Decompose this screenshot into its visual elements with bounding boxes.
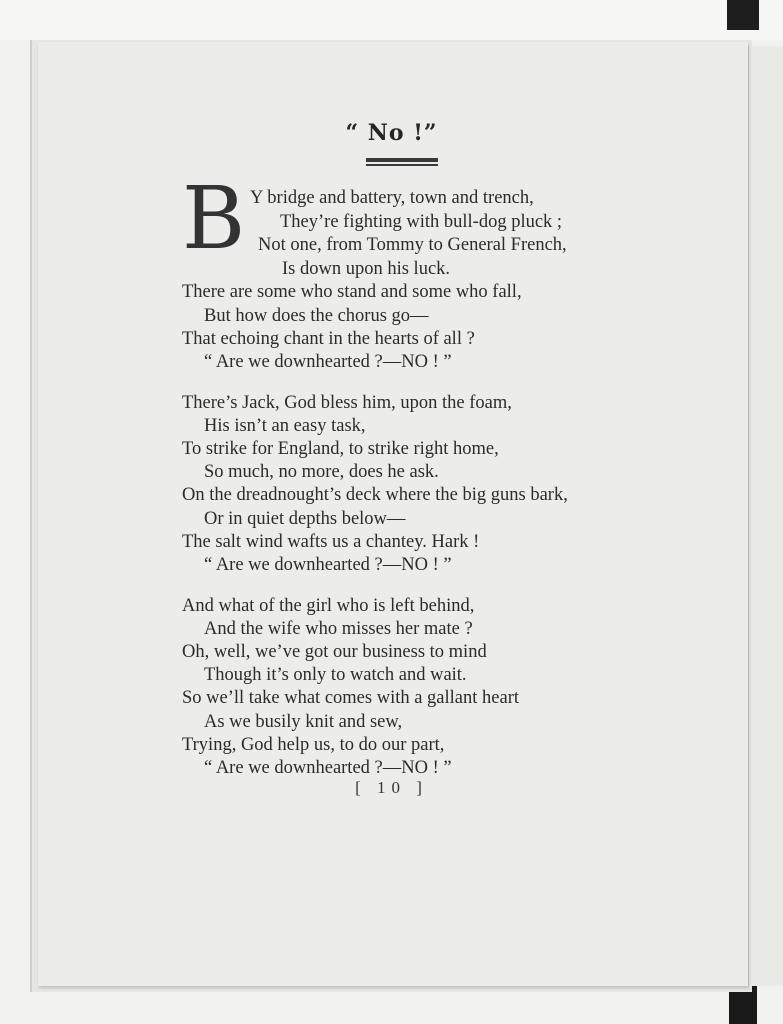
poem-line: “ Are we downhearted ?—NO ! ” bbox=[204, 352, 452, 372]
poem-line: “ Are we downhearted ?—NO ! ” bbox=[204, 758, 452, 778]
poem-line: Not one, from Tommy to General French, bbox=[258, 235, 567, 255]
poem-line: To strike for England, to strike right home, bbox=[182, 439, 499, 459]
poem-line: Is down upon his luck. bbox=[282, 259, 451, 279]
poem-line: But how does the chorus go— bbox=[204, 306, 429, 326]
poem-line: Oh, well, we’ve got our business to mind bbox=[182, 642, 487, 662]
poem-line: Though it’s only to watch and wait. bbox=[204, 665, 467, 685]
poem-line: And what of the girl who is left behind, bbox=[182, 596, 475, 616]
poem-line: As we busily knit and sew, bbox=[204, 712, 403, 732]
poem-line: So much, no more, does he ask. bbox=[204, 462, 439, 482]
poem-line: There are some who stand and some who fall, bbox=[182, 282, 522, 302]
poem-line: Or in quiet depths below— bbox=[204, 509, 406, 529]
poem-line: “ Are we downhearted ?—NO ! ” bbox=[204, 555, 452, 575]
poem-line: And the wife who misses her mate ? bbox=[204, 619, 473, 639]
page-number: [ 10 ] bbox=[355, 778, 428, 797]
poem-line: Trying, God help us, to do our part, bbox=[182, 735, 445, 755]
poem-line: His isn’t an easy task, bbox=[204, 416, 366, 436]
poem-line: There’s Jack, God bless him, upon the foam, bbox=[182, 393, 512, 413]
poem-line: On the dreadnought’s deck where the big guns bark, bbox=[182, 485, 568, 505]
poem-line: That echoing chant in the hearts of all ? bbox=[182, 329, 475, 349]
poem-line: So we’ll take what comes with a gallant heart bbox=[182, 688, 520, 708]
drop-cap: B bbox=[182, 169, 246, 269]
poem-line: The salt wind wafts us a chantey. Hark ! bbox=[182, 532, 480, 552]
poem-line: Y bridge and battery, town and trench, bbox=[250, 188, 534, 208]
poem-line: They’re fighting with bull-dog pluck ; bbox=[280, 212, 563, 232]
poem-title: “ No !” bbox=[345, 120, 438, 146]
